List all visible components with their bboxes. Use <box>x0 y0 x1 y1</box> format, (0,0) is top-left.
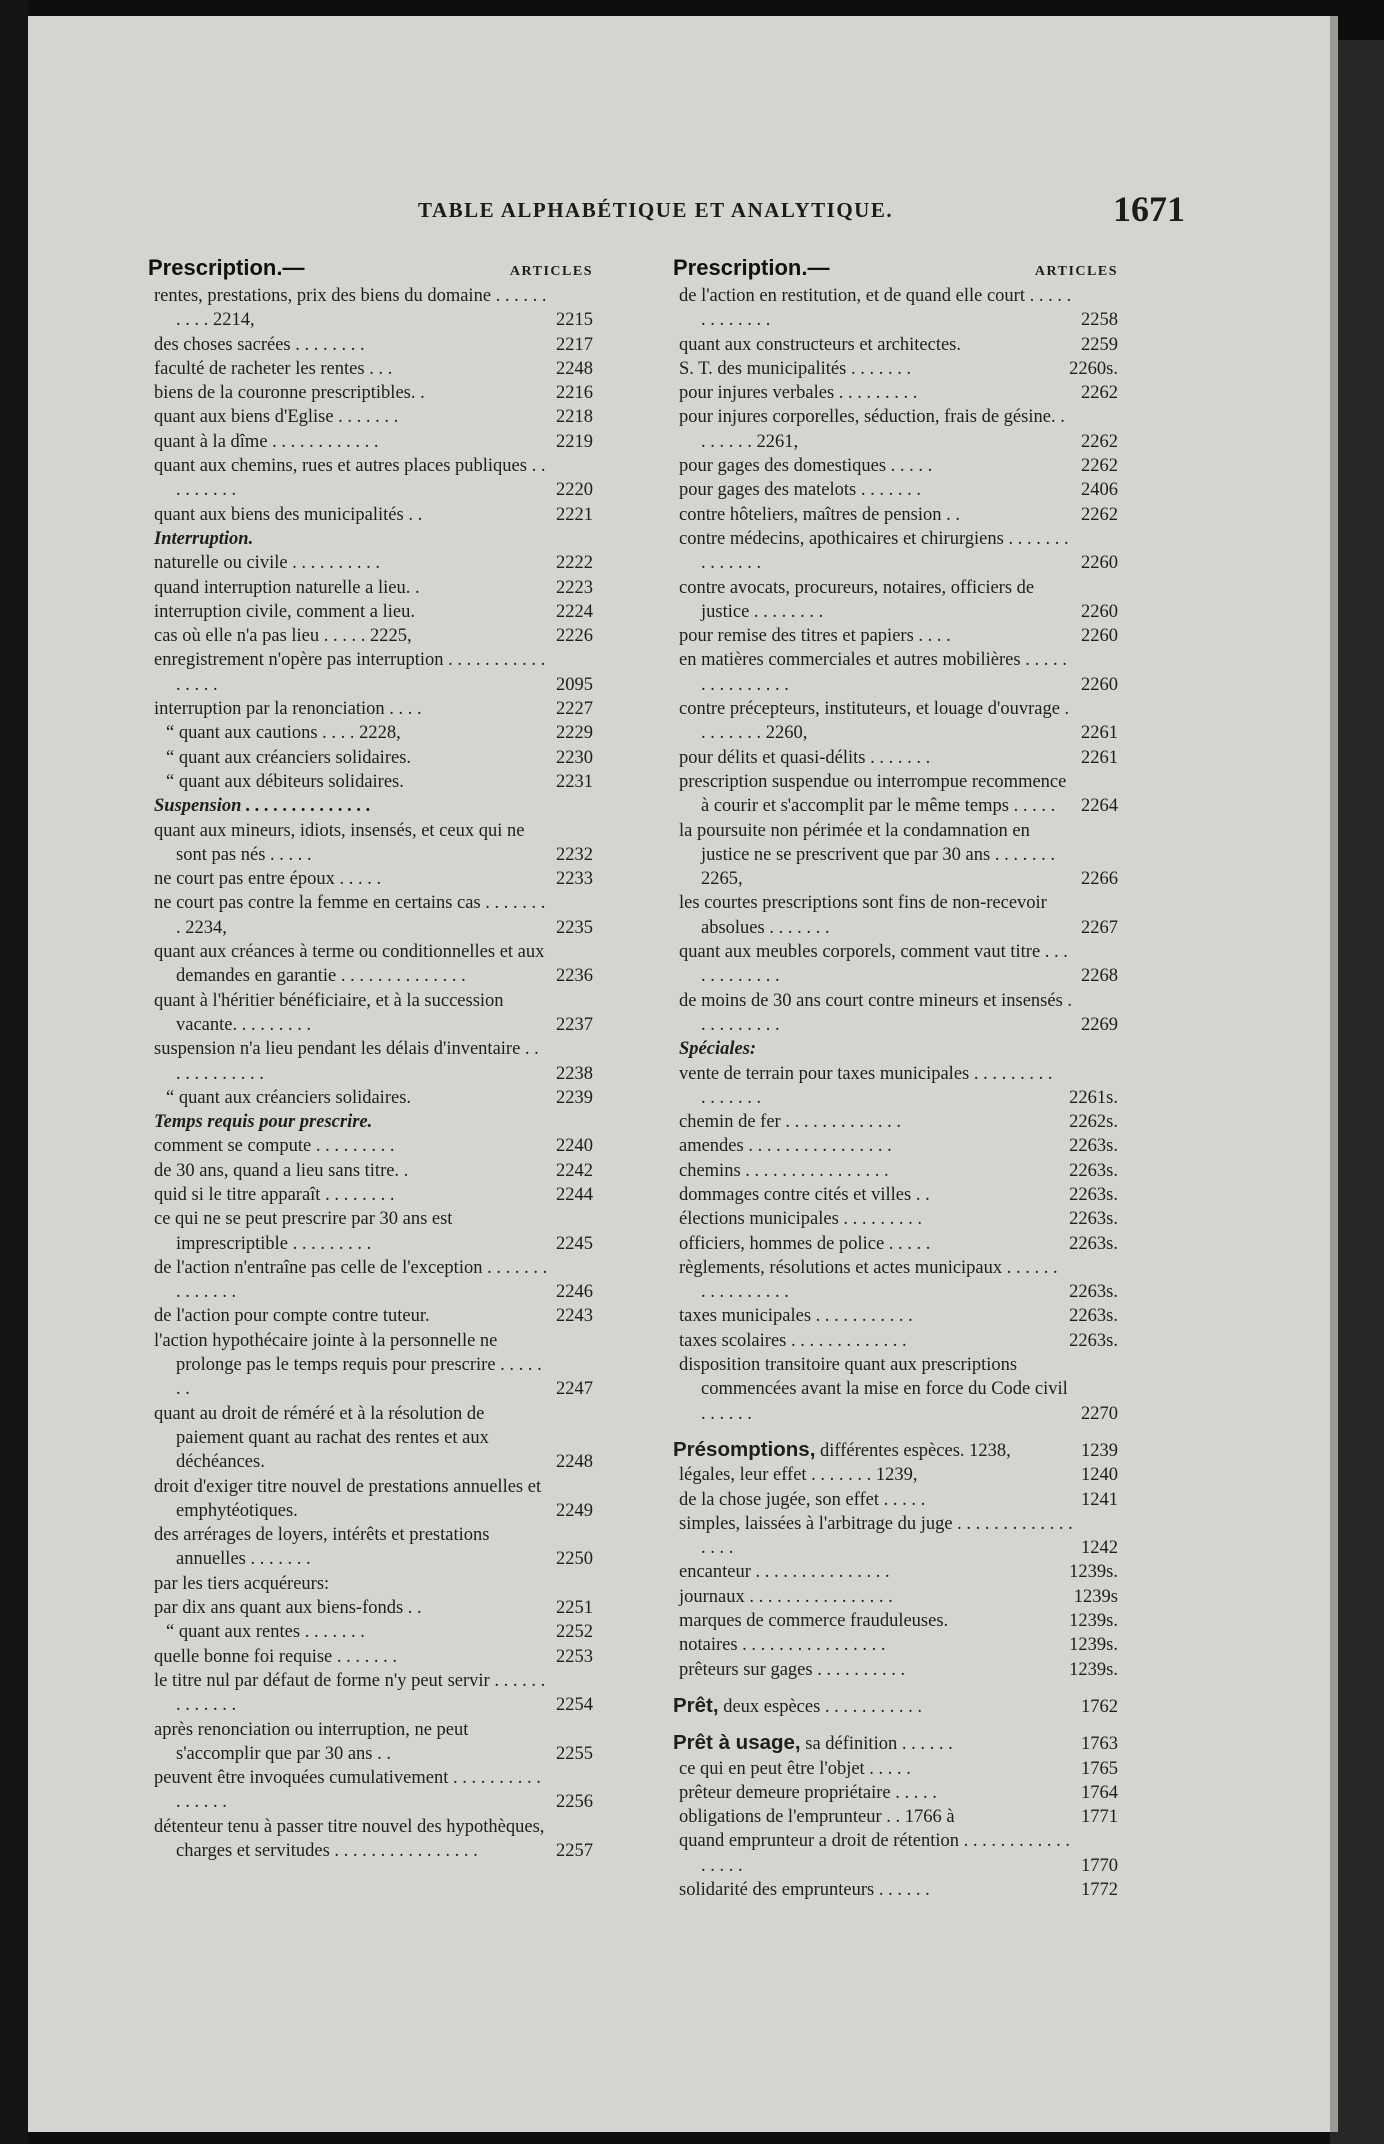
article-number: 2248 <box>556 358 593 379</box>
index-entry <box>673 819 1118 892</box>
entry-text: les courtes prescriptions sont fins de non-recevoir absolues . . . . . . . <box>679 893 1047 938</box>
article-number: 2252 <box>556 1622 593 1643</box>
page-number: 1671 <box>1113 189 1185 229</box>
index-entry <box>673 746 1118 770</box>
main-entries <box>673 1438 1118 1902</box>
book-page-edges-right <box>1330 40 1384 2144</box>
entry-text: par les tiers acquéreurs: <box>154 1573 330 1594</box>
index-entry <box>148 1766 593 1815</box>
entry-text: pour délits et quasi-délits . . . . . . . <box>679 747 931 768</box>
article-number: 2261 <box>1081 747 1118 768</box>
index-entry <box>673 624 1118 648</box>
entry-text: marques de commerce frauduleuses. <box>679 1611 949 1632</box>
section-subheading: Interruption. <box>154 528 254 549</box>
index-entry <box>673 454 1118 478</box>
article-number: 2263s. <box>1069 1209 1118 1230</box>
index-entry <box>148 1304 593 1328</box>
index-entry <box>148 405 593 429</box>
entry-text: quant aux créances à terme ou conditionnelles et aux demandes en garantie . . . . . . . . . . . . . . <box>154 942 545 987</box>
index-entry <box>673 891 1118 940</box>
article-number: 2229 <box>556 723 593 744</box>
article-number: 2251 <box>556 1598 593 1619</box>
article-number: 1239s. <box>1069 1562 1118 1583</box>
index-entry <box>148 624 593 648</box>
entry-text: pour injures corporelles, séduction, frais de gésine. . . . . . . . 2261, <box>679 407 1065 452</box>
entry-text: des arrérages de loyers, intérêts et prestations annuelles . . . . . . . <box>154 1525 490 1570</box>
index-entry <box>673 405 1118 454</box>
index-entry <box>673 1134 1118 1158</box>
entry-text: taxes municipales . . . . . . . . . . . <box>679 1306 913 1327</box>
index-entry <box>148 697 593 721</box>
entry-list <box>148 284 593 1863</box>
entry-text: quant à l'héritier bénéficiaire, et à la succession vacante. . . . . . . . . <box>154 990 504 1035</box>
article-number: 1239s <box>1073 1586 1118 1607</box>
article-number: 1239s. <box>1069 1659 1118 1680</box>
entry-text: solidarité des emprunteurs . . . . . . <box>679 1880 930 1900</box>
index-entry <box>673 1878 1118 1902</box>
index-entry <box>673 478 1118 502</box>
entry-text: peuvent être invoquées cumulativement . . . . . . . . . . . . . . . . <box>154 1768 541 1813</box>
index-entry <box>673 1805 1118 1829</box>
article-number: 2263s. <box>1069 1184 1118 1205</box>
entry-text: prescription suspendue ou interrompue recommence à courir et s'accomplit par le même temps . . . . . <box>679 771 1067 817</box>
index-entry <box>673 503 1118 527</box>
index-entry <box>148 551 593 575</box>
entry-text: taxes scolaires . . . . . . . . . . . . . <box>679 1330 907 1351</box>
article-number: 2263s. <box>1069 1233 1118 1254</box>
article-number: 2261 <box>1081 723 1118 744</box>
entry-text: ce qui en peut être l'objet . . . . . <box>679 1758 911 1779</box>
article-number: 2223 <box>556 577 593 598</box>
article-number: 2263s. <box>1069 1330 1118 1351</box>
entry-text: de 30 ans, quand a lieu sans titre. . <box>154 1160 409 1181</box>
entry-text: de l'action n'entraîne pas celle de l'exception . . . . . . . . . . . . . . <box>154 1257 548 1303</box>
entry-text: de l'action en restitution, et de quand elle court . . . . . . . . . . . . . <box>679 286 1072 331</box>
entry-text: ne court pas contre la femme en certains cas . . . . . . . . 2234, <box>154 893 546 938</box>
article-number: 2227 <box>556 699 593 720</box>
index-entry <box>148 1815 593 1864</box>
article-number: 2247 <box>556 1379 593 1400</box>
article-number: 2224 <box>556 601 593 622</box>
index-entry <box>673 1159 1118 1183</box>
index-entry <box>673 1110 1118 1134</box>
entry-text: notaires . . . . . . . . . . . . . . . . <box>679 1635 886 1656</box>
index-entry <box>673 527 1118 576</box>
article-number: 2217 <box>556 334 593 355</box>
article-number: 2260 <box>1081 601 1118 622</box>
index-entry <box>148 819 593 868</box>
article-number: 1771 <box>1081 1807 1118 1828</box>
index-entry <box>148 1207 593 1256</box>
entry-text: contre avocats, procureurs, notaires, officiers de justice . . . . . . . . <box>679 577 1035 622</box>
entry-text: prêteur demeure propriétaire . . . . . <box>679 1782 937 1803</box>
book-gutter-left <box>0 0 28 2144</box>
index-entry <box>148 1669 593 1718</box>
index-entry <box>148 1475 593 1524</box>
entry-text: de moins de 30 ans court contre mineurs et insensés . . . . . . . . . . <box>679 990 1073 1035</box>
article-number: 2263s. <box>1069 1160 1118 1181</box>
entry-text: élections municipales . . . . . . . . . <box>679 1209 923 1230</box>
index-entry <box>673 1560 1118 1584</box>
index-entry <box>148 1037 593 1086</box>
index-entry <box>148 940 593 989</box>
index-entry <box>673 1183 1118 1207</box>
entry-text: par dix ans quant aux biens-fonds . . <box>154 1598 422 1619</box>
index-entry <box>673 770 1118 819</box>
entry-text: chemin de fer . . . . . . . . . . . . . <box>679 1112 901 1133</box>
entry-text: pour gages des matelots . . . . . . . <box>679 480 921 501</box>
articles-label: ARTICLES <box>1034 264 1118 279</box>
main-entry-rest: différentes espèces. 1238, <box>815 1440 1011 1461</box>
index-entry <box>148 1572 593 1596</box>
article-number: 2264 <box>1081 796 1118 817</box>
entry-list <box>673 284 1118 1426</box>
index-entry <box>148 1718 593 1767</box>
entry-text: droit d'exiger titre nouvel de prestations annuelles et emphytéotiques. <box>154 1476 542 1521</box>
page-header <box>28 188 1330 232</box>
headword: Prescription.— <box>673 255 830 280</box>
entry-text: “ quant aux créanciers solidaires. <box>166 1087 412 1108</box>
entry-text: le titre nul par défaut de forme n'y peut servir . . . . . . . . . . . . . <box>154 1670 546 1716</box>
entry-text: la poursuite non périmée et la condamnation en justice ne se prescrivent que par 30 ans . . . . . . . 2265, <box>679 820 1055 890</box>
running-title: TABLE ALPHABÉTIQUE ET ANALYTIQUE. <box>418 198 894 222</box>
article-number: 2218 <box>556 407 593 428</box>
entry-text: quand interruption naturelle a lieu. . <box>154 577 420 598</box>
column-heading <box>673 256 1118 284</box>
article-number: 2232 <box>556 844 593 865</box>
index-entry <box>148 1134 593 1158</box>
entry-text: comment se compute . . . . . . . . . <box>154 1136 395 1157</box>
main-entry-rest: sa définition . . . . . . <box>800 1734 953 1755</box>
entry-text: cas où elle n'a pas lieu . . . . . 2225, <box>154 626 412 647</box>
index-entry <box>148 1329 593 1402</box>
main-headword: Prêt, <box>673 1693 719 1717</box>
article-number: 2258 <box>1081 310 1118 331</box>
index-entry <box>673 989 1118 1038</box>
entry-text: interruption par la renonciation . . . . <box>154 699 422 720</box>
article-number: 2256 <box>556 1792 593 1813</box>
index-entry <box>673 697 1118 746</box>
entry-text: quand emprunteur a droit de rétention . . . . . . . . . . . . . . . . . <box>679 1831 1070 1876</box>
article-number: 2249 <box>556 1500 593 1521</box>
article-number: 2236 <box>556 966 593 987</box>
book-page <box>28 16 1338 2132</box>
index-entry <box>673 381 1118 405</box>
main-entry <box>673 1694 1118 1719</box>
entry-text: disposition transitoire quant aux prescriptions commencées avant la mise en force du Code civil . . . . . . <box>679 1355 1068 1424</box>
index-entry <box>673 1633 1118 1657</box>
index-entry <box>673 1463 1118 1487</box>
article-number: 2240 <box>556 1136 593 1157</box>
entry-text: règlements, résolutions et actes municipaux . . . . . . . . . . . . . . . . <box>679 1257 1058 1303</box>
article-number: 2270 <box>1081 1403 1118 1424</box>
article-number: 2219 <box>556 431 593 452</box>
article-number: 2244 <box>556 1184 593 1205</box>
entry-text: vente de terrain pour taxes municipales . . . . . . . . . . . . . . . . <box>679 1063 1053 1108</box>
article-number: 2263s. <box>1069 1282 1118 1303</box>
article-number: 2259 <box>1081 334 1118 355</box>
index-entry <box>673 1829 1118 1878</box>
article-number: 2260 <box>1081 674 1118 695</box>
article-number: 1764 <box>1081 1782 1118 1803</box>
article-number: 2269 <box>1081 1014 1118 1035</box>
entry-text: dommages contre cités et villes . . <box>679 1184 930 1205</box>
index-entry <box>673 1585 1118 1609</box>
entry-text: S. T. des municipalités . . . . . . . <box>679 358 912 379</box>
article-number: 1770 <box>1081 1855 1118 1876</box>
article-number: 2261s. <box>1069 1087 1118 1108</box>
article-number: 2221 <box>556 504 593 525</box>
entry-text: quant aux biens des municipalités . . <box>154 504 423 525</box>
entry-text: prêteurs sur gages . . . . . . . . . . <box>679 1659 906 1680</box>
index-entry <box>673 1757 1118 1781</box>
entry-text: interruption civile, comment a lieu. <box>154 601 415 622</box>
main-entry-text <box>673 1731 1073 1756</box>
entry-text: en matières commerciales et autres mobilières . . . . . . . . . . . . . . . <box>679 650 1067 695</box>
index-entry <box>673 357 1118 381</box>
article-number: 2231 <box>556 771 593 792</box>
article-number: 2260 <box>1081 553 1118 574</box>
article-number: 1239 <box>1081 1440 1118 1461</box>
article-number: 2257 <box>556 1841 593 1861</box>
index-entry <box>148 1596 593 1620</box>
article-number: 2260 <box>1081 626 1118 647</box>
index-entry <box>673 333 1118 357</box>
article-number: 2266 <box>1081 869 1118 890</box>
index-entry <box>673 284 1118 333</box>
index-entry <box>148 576 593 600</box>
main-headword: Prêt à usage, <box>673 1731 801 1755</box>
article-number: 1242 <box>1081 1538 1118 1559</box>
article-number: 1239s. <box>1069 1611 1118 1632</box>
entry-text: quant aux constructeurs et architectes. <box>679 334 962 355</box>
article-number: 2254 <box>556 1695 593 1716</box>
article-number: 2246 <box>556 1282 593 1303</box>
article-number: 2237 <box>556 1014 593 1035</box>
article-number: 2242 <box>556 1160 593 1181</box>
main-headword: Présomptions, <box>673 1437 816 1461</box>
entry-text: encanteur . . . . . . . . . . . . . . . <box>679 1562 890 1583</box>
entry-text: ne court pas entre époux . . . . . <box>154 869 382 890</box>
headword: Prescription.— <box>148 255 305 280</box>
entry-text: faculté de racheter les rentes . . . <box>154 358 393 379</box>
index-entry <box>673 1781 1118 1805</box>
article-number: 2248 <box>556 1452 593 1473</box>
section-subheading: Spéciales: <box>679 1039 757 1060</box>
sub-entry-list <box>673 1757 1118 1903</box>
entry-text: quant aux meubles corporels, comment vaut titre . . . . . . . . . . . . <box>679 942 1068 987</box>
index-entry <box>148 648 593 697</box>
articles-label: ARTICLES <box>509 264 593 279</box>
index-entry <box>673 1609 1118 1633</box>
entry-text: “ quant aux cautions . . . . 2228, <box>166 723 401 744</box>
index-entry <box>148 1620 593 1644</box>
entry-text: pour injures verbales . . . . . . . . . <box>679 383 918 404</box>
entry-text: pour remise des titres et papiers . . . . <box>679 626 951 647</box>
article-number: 2245 <box>556 1233 593 1254</box>
index-entry <box>673 1256 1118 1305</box>
article-number: 2268 <box>1081 966 1118 987</box>
entry-text: officiers, hommes de police . . . . . <box>679 1233 931 1254</box>
article-number: 2238 <box>556 1063 593 1084</box>
index-entry <box>673 576 1118 625</box>
index-entry <box>148 770 593 794</box>
index-entry <box>673 1353 1118 1426</box>
index-entry <box>148 381 593 405</box>
entry-text: contre hôteliers, maîtres de pension . . <box>679 504 961 525</box>
article-number: 1239s. <box>1069 1635 1118 1656</box>
index-entry <box>148 333 593 357</box>
index-entry <box>148 989 593 1038</box>
entry-text: contre médecins, apothicaires et chirurgiens . . . . . . . . . . . . . . <box>679 528 1069 574</box>
entry-text: rentes, prestations, prix des biens du domaine . . . . . . . . . . 2214, <box>154 286 547 331</box>
entry-text: de la chose jugée, son effet . . . . . <box>679 1489 926 1510</box>
entry-text: quant aux biens d'Eglise . . . . . . . <box>154 407 399 428</box>
index-entry <box>148 1183 593 1207</box>
index-entry <box>673 1062 1118 1111</box>
entry-text: légales, leur effet . . . . . . . 1239, <box>679 1465 918 1486</box>
main-entry-text <box>673 1438 1073 1463</box>
entry-text: quelle bonne foi requise . . . . . . . <box>154 1646 398 1667</box>
index-entry <box>148 454 593 503</box>
entry-text: naturelle ou civile . . . . . . . . . . <box>154 553 381 574</box>
article-number: 2095 <box>556 674 593 695</box>
article-number: 2226 <box>556 626 593 647</box>
article-number: 2262s. <box>1069 1112 1118 1133</box>
article-number: 1240 <box>1081 1465 1118 1486</box>
article-number: 2216 <box>556 383 593 404</box>
article-number: 2267 <box>1081 917 1118 938</box>
entry-text: enregistrement n'opère pas interruption . . . . . . . . . . . . . . . . <box>154 650 546 695</box>
index-entry <box>673 940 1118 989</box>
entry-text: “ quant aux débiteurs solidaires. <box>166 771 404 792</box>
entry-text: après renonciation ou interruption, ne peut s'accomplir que par 30 ans . . <box>154 1719 469 1764</box>
entry-text: journaux . . . . . . . . . . . . . . . . <box>679 1586 893 1607</box>
entry-text: quid si le titre apparaît . . . . . . . . <box>154 1184 395 1205</box>
section-subheading: Suspension . . . . . . . . . . . . . . <box>154 796 371 817</box>
index-entry <box>673 1658 1118 1682</box>
index-entry <box>148 1523 593 1572</box>
article-number: 1772 <box>1081 1880 1118 1900</box>
entry-text: détenteur tenu à passer titre nouvel des hypothèques, charges et servitudes . . . . . . . . . . . . . . . . <box>154 1816 545 1861</box>
entry-text: quant aux mineurs, idiots, insensés, et ceux qui ne sont pas nés . . . . . <box>154 820 525 865</box>
entry-text: “ quant aux rentes . . . . . . . <box>166 1622 365 1643</box>
article-number: 2253 <box>556 1646 593 1667</box>
index-entry <box>148 891 593 940</box>
index-entry <box>148 600 593 624</box>
column-heading <box>148 256 593 284</box>
article-number: 2230 <box>556 747 593 768</box>
index-entry <box>148 1402 593 1475</box>
index-entry <box>148 1256 593 1305</box>
entry-text: obligations de l'emprunteur . . 1766 à <box>679 1807 955 1828</box>
article-number: 2262 <box>1081 431 1118 452</box>
index-entry <box>148 1086 593 1110</box>
main-entry-text <box>673 1694 1073 1719</box>
main-entry-rest: deux espèces . . . . . . . . . . . <box>718 1696 923 1717</box>
article-number: 2263s. <box>1069 1136 1118 1157</box>
index-column-left <box>148 256 593 1863</box>
main-entry <box>673 1438 1118 1463</box>
index-entry <box>673 648 1118 697</box>
article-number: 2222 <box>556 553 593 574</box>
entry-text: contre précepteurs, instituteurs, et louage d'ouvrage . . . . . . . . 2260, <box>679 699 1070 744</box>
index-entry <box>673 1304 1118 1328</box>
entry-text: “ quant aux créanciers solidaires. <box>166 747 412 768</box>
entry-text: pour gages des domestiques . . . . . <box>679 456 933 477</box>
index-entry <box>148 1645 593 1669</box>
article-number: 2262 <box>1081 504 1118 525</box>
article-number: 2250 <box>556 1549 593 1570</box>
entry-text: simples, laissées à l'arbitrage du juge . . . . . . . . . . . . . . . . . <box>679 1513 1073 1559</box>
sub-entry-list <box>673 1463 1118 1682</box>
index-entry <box>148 1159 593 1183</box>
article-number: 2255 <box>556 1743 593 1764</box>
article-number: 1765 <box>1081 1758 1118 1779</box>
index-entry <box>148 746 593 770</box>
main-entry <box>673 1731 1118 1756</box>
entry-text: quant à la dîme . . . . . . . . . . . . <box>154 431 379 452</box>
index-entry <box>148 430 593 454</box>
entry-text: quant au droit de réméré et à la résolution de paiement quant au rachat des rentes et aux déchéances. <box>154 1403 489 1473</box>
article-number: 1241 <box>1081 1489 1118 1510</box>
article-number: 2262 <box>1081 456 1118 477</box>
index-entry <box>673 1512 1118 1561</box>
entry-text: ce qui ne se peut prescrire par 30 ans est imprescriptible . . . . . . . . . <box>154 1209 453 1254</box>
article-number: 2243 <box>556 1306 593 1327</box>
entry-text: des choses sacrées . . . . . . . . <box>154 334 365 355</box>
index-entry <box>673 1488 1118 1512</box>
entry-text: de l'action pour compte contre tuteur. <box>154 1306 430 1327</box>
article-number: 2233 <box>556 869 593 890</box>
index-entry <box>673 1329 1118 1353</box>
article-number: 1762 <box>1081 1696 1118 1717</box>
entry-text: suspension n'a lieu pendant les délais d'inventaire . . . . . . . . . . . . <box>154 1039 539 1084</box>
entry-text: chemins . . . . . . . . . . . . . . . . <box>679 1160 889 1181</box>
entry-text: biens de la couronne prescriptibles. . <box>154 383 425 404</box>
entry-text: l'action hypothécaire jointe à la personnelle ne prolonge pas le temps requis pour prescrire . . . . . . . <box>154 1330 542 1400</box>
article-number: 2215 <box>556 310 593 331</box>
index-entry <box>148 503 593 527</box>
index-entry <box>148 721 593 745</box>
article-number: 2406 <box>1081 480 1118 501</box>
article-number: 2220 <box>556 480 593 501</box>
index-entry <box>148 867 593 891</box>
article-number: 2235 <box>556 917 593 938</box>
index-entry <box>148 284 593 333</box>
article-number: 2263s. <box>1069 1306 1118 1327</box>
entry-text: quant aux chemins, rues et autres places publiques . . . . . . . . . <box>154 456 546 501</box>
article-number: 2239 <box>556 1087 593 1108</box>
article-number: 1763 <box>1081 1734 1118 1755</box>
entry-text: amendes . . . . . . . . . . . . . . . . <box>679 1136 892 1157</box>
index-entry <box>673 1232 1118 1256</box>
article-number: 2260s. <box>1069 358 1118 379</box>
index-entry <box>673 1207 1118 1231</box>
index-entry <box>148 357 593 381</box>
section-subheading: Temps requis pour prescrire. <box>154 1112 373 1133</box>
article-number: 2262 <box>1081 383 1118 404</box>
index-column-right <box>673 256 1118 1902</box>
